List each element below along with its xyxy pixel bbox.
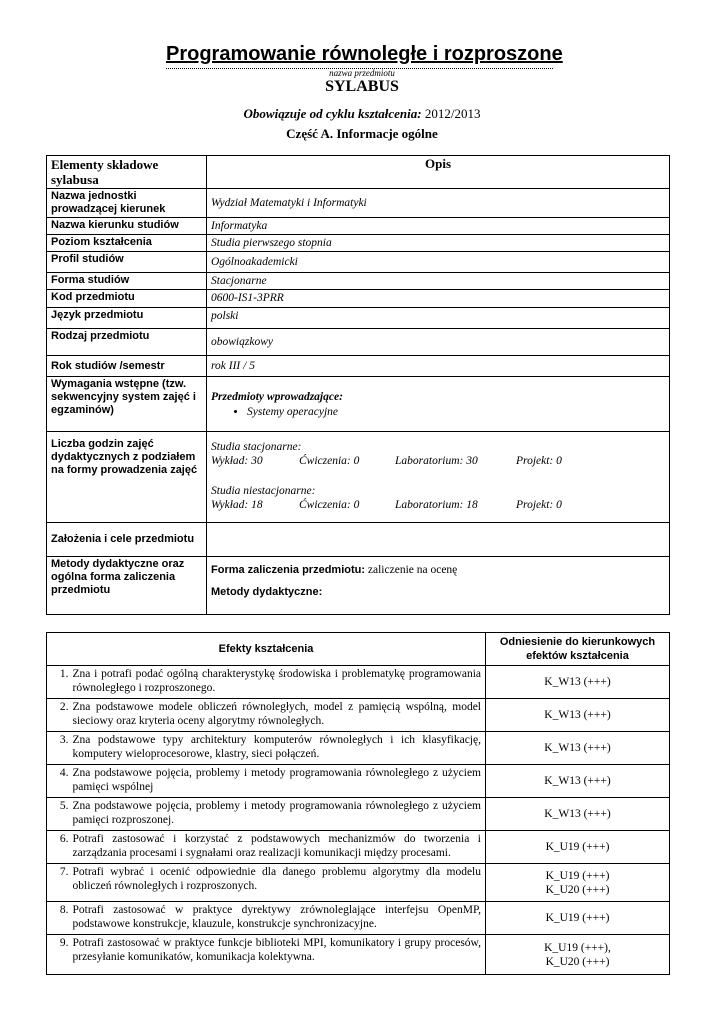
assessment-line: [211, 563, 665, 577]
code-value: 0600-IS1-3PRR: [207, 290, 670, 308]
stationary-hours: [211, 454, 665, 468]
stationary-exercises: Ćwiczenia: 0: [299, 455, 360, 467]
info-row-hours: [47, 432, 670, 523]
effect-reference: [486, 935, 670, 975]
profile-label: Profil studiów: [47, 252, 207, 273]
code-label: Kod przedmiotu: [47, 290, 207, 308]
prerequisites-value: [207, 377, 670, 432]
course-name: Programowanie równoległe i rozproszone: [166, 43, 563, 65]
nonstationary-hours: [211, 498, 665, 512]
effect-reference: K_U19 (+++): [486, 902, 670, 935]
hours-label: Liczba godzin zajęć dydaktycznych z podziałem na formy prowadzenia zajęć: [47, 432, 207, 523]
effect-reference: K_W13 (+++): [486, 765, 670, 798]
profile-value: Ogólnoakademicki: [207, 252, 670, 273]
effect-row: [47, 666, 670, 699]
stationary-title: Studia stacjonarne:: [211, 441, 302, 453]
effect-reference-line: K_U20 (+++): [545, 883, 610, 896]
nonstationary-project: Projekt: 0: [516, 499, 562, 511]
stationary-lecture: Wykład: 30: [211, 455, 263, 467]
effect-description: Potrafi zastosować w praktyce funkcje biblioteki MPI, komunikatory i grupy procesów, przesyłanie komunikatów, komunikacja kolektywna.: [69, 935, 486, 975]
info-row-language: [47, 308, 670, 329]
effect-description: Zna i potrafi podać ogólną charakterystykę środowiska i problematykę programowania równoległego i rozproszonego.: [69, 666, 486, 699]
elements-column-header: Elementy składowe sylabusa: [47, 156, 207, 189]
assessment-value: zaliczenie na ocenę: [367, 564, 458, 576]
effect-row: [47, 864, 670, 902]
effect-row: [47, 902, 670, 935]
level-label: Poziom kształcenia: [47, 235, 207, 252]
cycle-value: 2012/2013: [424, 106, 481, 121]
document-title: SYLABUS: [325, 78, 399, 95]
effects-column-header: Efekty kształcenia: [47, 633, 486, 666]
effect-reference: K_W13 (+++): [486, 699, 670, 732]
info-row-form: [47, 273, 670, 290]
effect-number: 1.: [47, 666, 69, 699]
effect-description: Zna podstawowe pojęcia, problemy i metody programowania równoległego z użyciem pamięci wspólnej: [69, 765, 486, 798]
effect-description: Potrafi wybrać i ocenić odpowiednie dla danego problemu algorytmy dla modelu obliczeń równoległych i rozproszonych.: [69, 864, 486, 902]
effect-number: 9.: [47, 935, 69, 975]
level-value: Studia pierwszego stopnia: [207, 235, 670, 252]
stationary-project: Projekt: 0: [516, 455, 562, 467]
goals-label: Założenia i cele przedmiotu: [47, 523, 207, 557]
info-header-row: [47, 156, 670, 189]
methods-subheading: Metody dydaktyczne:: [211, 586, 323, 598]
learning-outcomes-table: [46, 632, 670, 975]
effect-number: 4.: [47, 765, 69, 798]
info-row-goals: [47, 523, 670, 557]
effects-header-row: [47, 633, 670, 666]
methods-value: [207, 557, 670, 615]
effect-description: Potrafi zastosować w praktyce dyrektywy zrównoleglające interfejsu OpenMP, podstawowe konstrukcje, klauzule, konstrukcje synchronizacyjne.: [69, 902, 486, 935]
effect-description: Zna podstawowe pojęcia, problemy i metody programowania równoległego z użyciem pamięci rozproszonej.: [69, 798, 486, 831]
effect-description: Zna podstawowe typy architektury komputerów równoległych i ich klasyfikację, komputery wieloprocesorowe, klastry, sieci połączeń.: [69, 732, 486, 765]
info-row-year: [47, 356, 670, 377]
part-title: Część A. Informacje ogólne: [286, 126, 438, 141]
unit-value: Wydział Matematyki i Informatyki: [207, 189, 670, 218]
form-label: Forma studiów: [47, 273, 207, 290]
effect-reference: [486, 864, 670, 902]
nonstationary-lab: Laboratorium: 18: [395, 499, 478, 511]
cycle-line: [0, 106, 724, 122]
nonstationary-exercises: Ćwiczenia: 0: [299, 499, 360, 511]
hours-value: [207, 432, 670, 523]
effect-reference: K_W13 (+++): [486, 798, 670, 831]
effect-reference: K_W13 (+++): [486, 666, 670, 699]
effect-number: 6.: [47, 831, 69, 864]
effect-reference: K_W13 (+++): [486, 732, 670, 765]
effect-reference-line: K_U20 (+++): [545, 955, 610, 968]
effect-number: 8.: [47, 902, 69, 935]
reference-column-header: Odniesienie do kierunkowych efektów kształcenia: [486, 633, 670, 666]
prerequisites-heading: Przedmioty wprowadzające:: [211, 390, 343, 403]
info-row-code: [47, 290, 670, 308]
effect-row: [47, 765, 670, 798]
methods-label: Metody dydaktyczne oraz ogólna forma zaliczenia przedmiotu: [47, 557, 207, 615]
info-row-profile: [47, 252, 670, 273]
prerequisites-list: [211, 405, 665, 419]
effect-row: [47, 732, 670, 765]
effect-number: 2.: [47, 699, 69, 732]
effect-reference-line: K_U19 (+++): [545, 869, 610, 882]
prerequisite-item: • Systemy operacyjne: [247, 405, 665, 419]
year-value: rok III / 5: [207, 356, 670, 377]
general-info-table: [46, 155, 670, 615]
type-label: Rodzaj przedmiotu: [47, 329, 207, 356]
effect-description: Potrafi zastosować i korzystać z podstawowych mechanizmów do tworzenia i zarządzania procesami i sygnałami oraz realizacji komunikacji między procesami.: [69, 831, 486, 864]
goals-value: [207, 523, 670, 557]
language-label: Język przedmiotu: [47, 308, 207, 329]
type-value: obowiązkowy: [207, 329, 670, 356]
unit-label: Nazwa jednostki prowadzącej kierunek: [47, 189, 207, 218]
effect-row: [47, 831, 670, 864]
effect-number: 7.: [47, 864, 69, 902]
info-row-type: [47, 329, 670, 356]
effect-reference-line: K_U19 (+++),: [544, 941, 611, 954]
field-label: Nazwa kierunku studiów: [47, 218, 207, 235]
info-row-unit: [47, 189, 670, 218]
prerequisites-label: Wymagania wstępne (tzw. sekwencyjny system zajęć i egzaminów): [47, 377, 207, 432]
effect-row: [47, 699, 670, 732]
info-row-field: [47, 218, 670, 235]
effect-reference: K_U19 (+++): [486, 831, 670, 864]
info-row-methods: [47, 557, 670, 615]
info-row-level: [47, 235, 670, 252]
course-name-caption: nazwa przedmiotu: [329, 68, 395, 78]
year-label: Rok studiów /semestr: [47, 356, 207, 377]
effect-row: [47, 935, 670, 975]
nonstationary-title: Studia niestacjonarne:: [211, 485, 316, 497]
form-value: Stacjonarne: [207, 273, 670, 290]
description-column-header: Opis: [207, 156, 670, 189]
stationary-lab: Laboratorium: 30: [395, 455, 478, 467]
effect-description: Zna podstawowe modele obliczeń równoległych, model z pamięcią wspólną, model sieciowy oraz kryteria oceny algorytmy równoległych.: [69, 699, 486, 732]
cycle-label: Obowiązuje od cyklu kształcenia:: [243, 106, 422, 121]
effect-row: [47, 798, 670, 831]
effect-number: 3.: [47, 732, 69, 765]
field-value: Informatyka: [207, 218, 670, 235]
effect-number: 5.: [47, 798, 69, 831]
info-row-prerequisites: [47, 377, 670, 432]
nonstationary-lecture: Wykład: 18: [211, 499, 263, 511]
assessment-label: Forma zaliczenia przedmiotu:: [211, 564, 366, 576]
language-value: polski: [207, 308, 670, 329]
